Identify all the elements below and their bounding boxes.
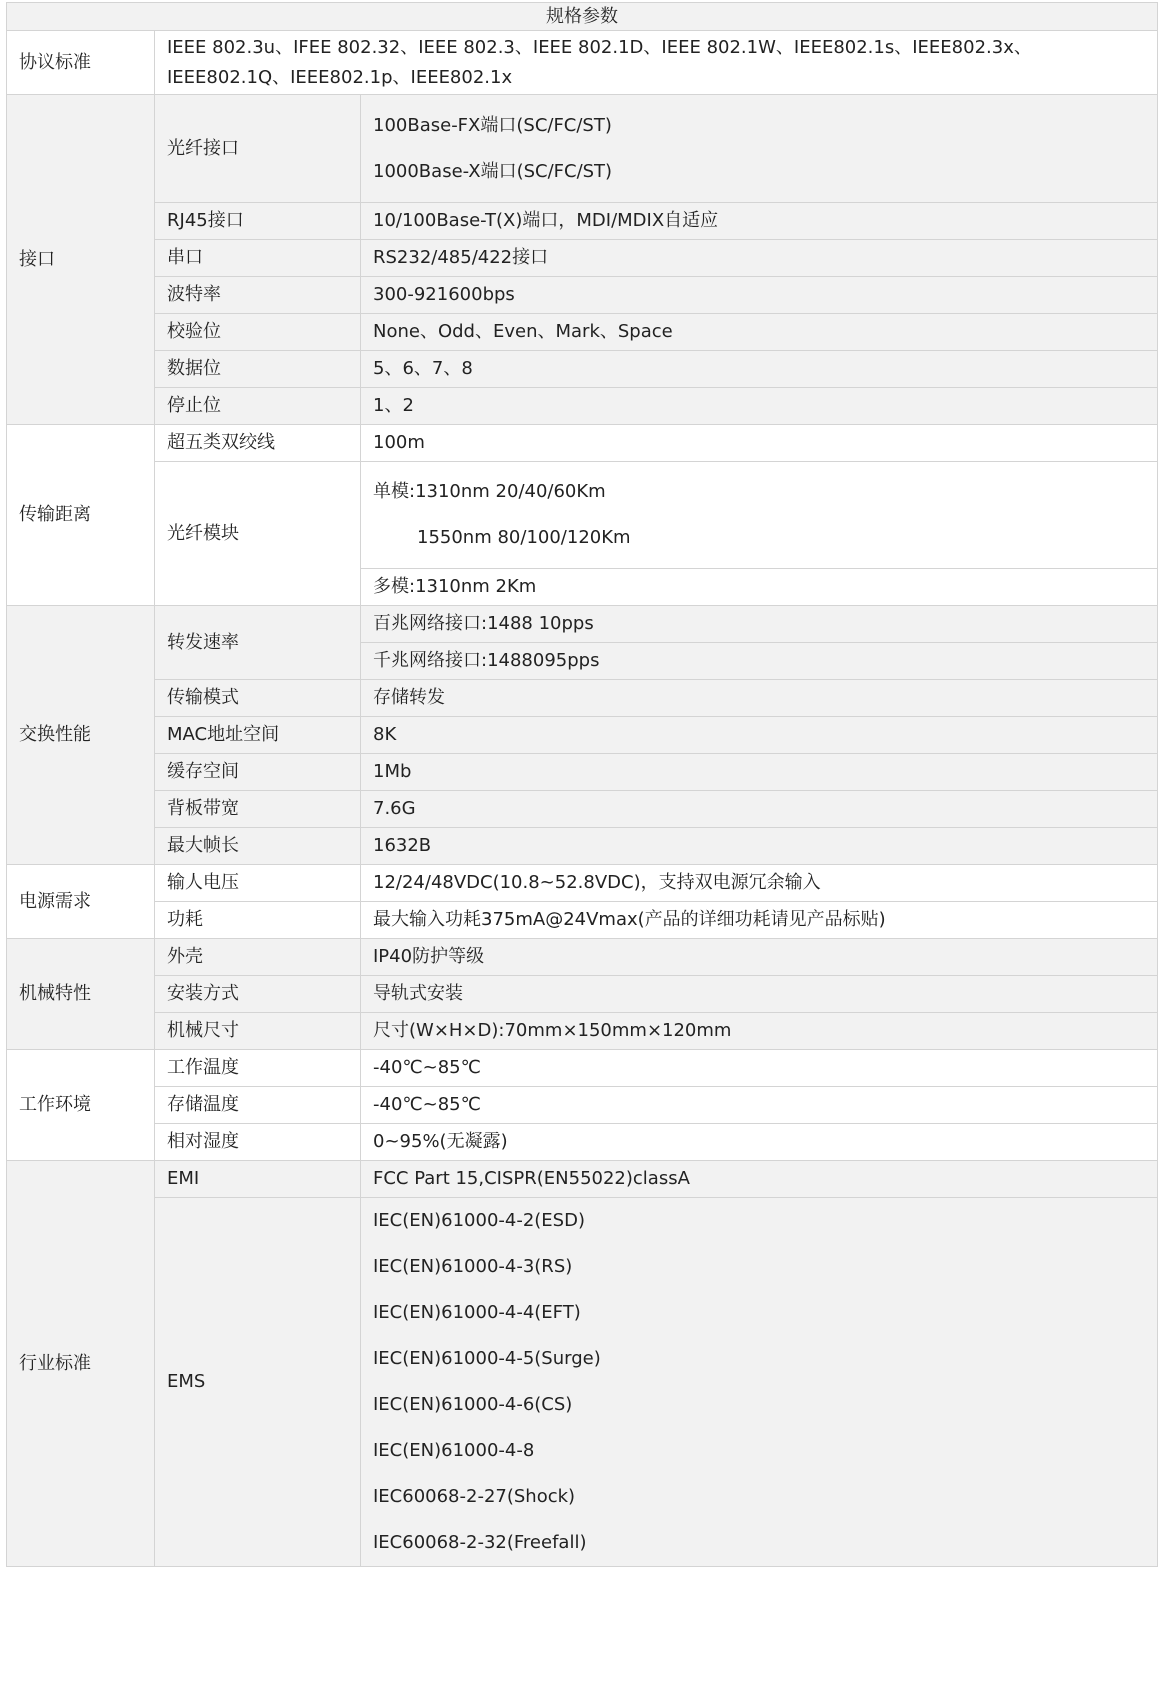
forwarding-label: 转发速率 bbox=[155, 606, 361, 680]
fiber-port-values bbox=[361, 95, 1158, 203]
ems-value: IEC(EN)61000-4-4(EFT) bbox=[373, 1302, 581, 1323]
rj45-label: RJ45接口 bbox=[155, 203, 361, 240]
table-row bbox=[7, 388, 1158, 425]
storage-temp-value: -40℃~85℃ bbox=[361, 1087, 1158, 1124]
input-voltage-value: 12/24/48VDC(10.8~52.8VDC)，支持双电源冗余输入 bbox=[361, 865, 1158, 902]
mode-value: 存储转发 bbox=[361, 680, 1158, 717]
ems-value: IEC(EN)61000-4-8 bbox=[373, 1440, 535, 1461]
table-row bbox=[7, 31, 1158, 95]
table-row bbox=[7, 95, 1158, 203]
op-temp-value: -40℃~85℃ bbox=[361, 1050, 1158, 1087]
fiber-port-value: 1000Base-X端口(SC/FC/ST) bbox=[373, 160, 613, 182]
ems-value: IEC60068-2-32(Freefall) bbox=[373, 1532, 587, 1553]
protocol-value: IEEE 802.3u、IFEE 802.32、IEEE 802.3、IEEE 802.1D、IEEE 802.1W、IEEE802.1s、IEEE802.3x、IEEE802.1Q、IEEE802.1p、IEEE802.1x bbox=[155, 31, 1158, 95]
baud-value: 300-921600bps bbox=[361, 277, 1158, 314]
buffer-label: 缓存空间 bbox=[155, 754, 361, 791]
forwarding-value: 百兆网络接口:1488 10pps bbox=[361, 606, 1158, 643]
ems-label: EMS bbox=[155, 1198, 361, 1567]
ems-value: IEC(EN)61000-4-5(Surge) bbox=[373, 1348, 601, 1369]
fiber-module-label: 光纤模块 bbox=[155, 462, 361, 606]
fiber-port-value: 100Base-FX端口(SC/FC/ST) bbox=[373, 114, 612, 136]
category-distance: 传输距离 bbox=[7, 425, 155, 606]
housing-value: IP40防护等级 bbox=[361, 939, 1158, 976]
spec-table bbox=[6, 2, 1158, 1567]
table-row bbox=[7, 791, 1158, 828]
table-row bbox=[7, 717, 1158, 754]
table-row bbox=[7, 425, 1158, 462]
table-row bbox=[7, 277, 1158, 314]
stop-bits-label: 停止位 bbox=[155, 388, 361, 425]
category-power: 电源需求 bbox=[7, 865, 155, 939]
multi-mode-value: 多模:1310nm 2Km bbox=[361, 569, 1158, 606]
single-mode-values bbox=[361, 462, 1158, 569]
backplane-value: 7.6G bbox=[361, 791, 1158, 828]
humidity-label: 相对湿度 bbox=[155, 1124, 361, 1161]
table-row bbox=[7, 314, 1158, 351]
table-header-row bbox=[7, 3, 1158, 31]
serial-value: RS232/485/422接口 bbox=[361, 240, 1158, 277]
table-row bbox=[7, 976, 1158, 1013]
table-row bbox=[7, 240, 1158, 277]
rj45-value: 10/100Base-T(X)端口，MDI/MDIX自适应 bbox=[361, 203, 1158, 240]
table-row bbox=[7, 1050, 1158, 1087]
baud-label: 波特率 bbox=[155, 277, 361, 314]
housing-label: 外壳 bbox=[155, 939, 361, 976]
table-title: 规格参数 bbox=[7, 3, 1158, 31]
table-row bbox=[7, 902, 1158, 939]
table-row bbox=[7, 1124, 1158, 1161]
table-row bbox=[7, 1013, 1158, 1050]
table-row bbox=[7, 462, 1158, 569]
category-environment: 工作环境 bbox=[7, 1050, 155, 1161]
table-row bbox=[7, 680, 1158, 717]
ems-value: IEC(EN)61000-4-2(ESD) bbox=[373, 1210, 585, 1231]
mounting-label: 安装方式 bbox=[155, 976, 361, 1013]
parity-label: 校验位 bbox=[155, 314, 361, 351]
table-row bbox=[7, 828, 1158, 865]
max-frame-value: 1632B bbox=[361, 828, 1158, 865]
cat5e-value: 100m bbox=[361, 425, 1158, 462]
table-row bbox=[7, 1198, 1158, 1567]
category-mechanical: 机械特性 bbox=[7, 939, 155, 1050]
table-row bbox=[7, 1161, 1158, 1198]
backplane-label: 背板带宽 bbox=[155, 791, 361, 828]
table-row bbox=[7, 865, 1158, 902]
buffer-value: 1Mb bbox=[361, 754, 1158, 791]
data-bits-label: 数据位 bbox=[155, 351, 361, 388]
fiber-port-label: 光纤接口 bbox=[155, 95, 361, 203]
cat5e-label: 超五类双绞线 bbox=[155, 425, 361, 462]
single-mode-value: 单模:1310nm 20/40/60Km bbox=[373, 481, 606, 502]
category-industry: 行业标准 bbox=[7, 1161, 155, 1567]
consumption-label: 功耗 bbox=[155, 902, 361, 939]
table-row bbox=[7, 754, 1158, 791]
table-row bbox=[7, 203, 1158, 240]
humidity-value: 0~95%(无凝露) bbox=[361, 1124, 1158, 1161]
input-voltage-label: 输人电压 bbox=[155, 865, 361, 902]
consumption-value: 最大输入功耗375mA@24Vmax(产品的详细功耗请见产品标贴) bbox=[361, 902, 1158, 939]
max-frame-label: 最大帧长 bbox=[155, 828, 361, 865]
mac-value: 8K bbox=[361, 717, 1158, 754]
single-mode-value: 1550nm 80/100/120Km bbox=[417, 527, 631, 548]
table-row bbox=[7, 351, 1158, 388]
emi-label: EMI bbox=[155, 1161, 361, 1198]
size-label: 机械尺寸 bbox=[155, 1013, 361, 1050]
ems-values bbox=[361, 1198, 1158, 1567]
storage-temp-label: 存储温度 bbox=[155, 1087, 361, 1124]
forwarding-value: 千兆网络接口:1488095pps bbox=[361, 643, 1158, 680]
data-bits-value: 5、6、7、8 bbox=[361, 351, 1158, 388]
ems-value: IEC60068-2-27(Shock) bbox=[373, 1486, 576, 1507]
table-row bbox=[7, 1087, 1158, 1124]
category-protocol: 协议标准 bbox=[7, 31, 155, 95]
op-temp-label: 工作温度 bbox=[155, 1050, 361, 1087]
serial-label: 串口 bbox=[155, 240, 361, 277]
mac-label: MAC地址空间 bbox=[155, 717, 361, 754]
category-switching: 交换性能 bbox=[7, 606, 155, 865]
table-row bbox=[7, 939, 1158, 976]
stop-bits-value: 1、2 bbox=[361, 388, 1158, 425]
size-value: 尺寸(W×H×D):70mm×150mm×120mm bbox=[361, 1013, 1158, 1050]
category-interface: 接口 bbox=[7, 95, 155, 425]
table-row bbox=[7, 606, 1158, 643]
mounting-value: 导轨式安装 bbox=[361, 976, 1158, 1013]
emi-value: FCC Part 15,CISPR(EN55022)classA bbox=[361, 1161, 1158, 1198]
ems-value: IEC(EN)61000-4-3(RS) bbox=[373, 1256, 573, 1277]
ems-value: IEC(EN)61000-4-6(CS) bbox=[373, 1394, 573, 1415]
parity-value: None、Odd、Even、Mark、Space bbox=[361, 314, 1158, 351]
mode-label: 传输模式 bbox=[155, 680, 361, 717]
